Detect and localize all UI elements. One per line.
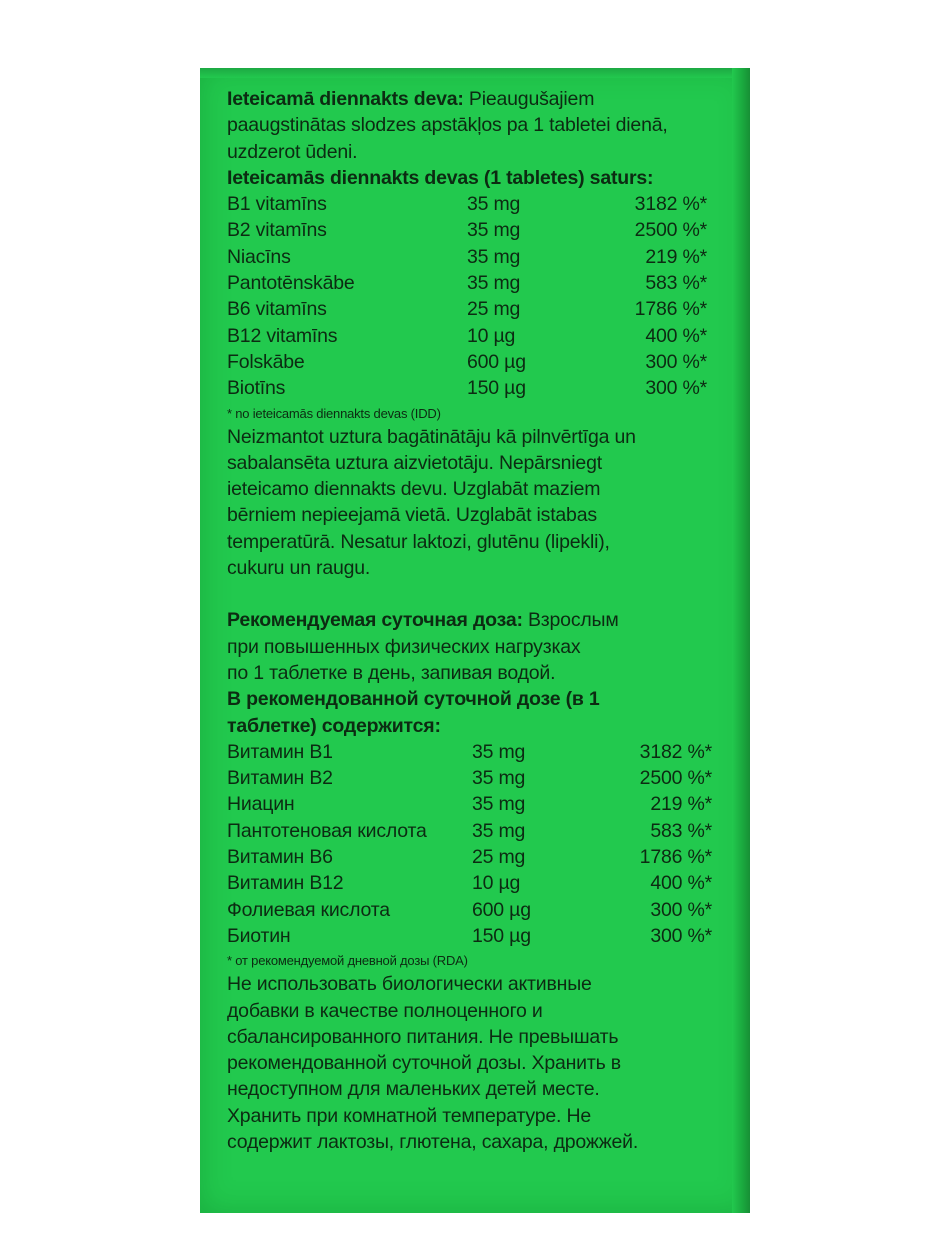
ru-footnote: * от рекомендуемой дневной дозы (RDA): [227, 953, 468, 969]
table-row: Биотин 150 µg 300 %*: [227, 924, 712, 947]
ru-nutrient-table: [227, 739, 737, 949]
lv-dose-label: Ieteicamā diennakts deva:: [227, 88, 464, 110]
lv-dose-line-1: Ieteicamā diennakts deva: Pieaugušajiem: [227, 88, 595, 110]
ru-dose-line-2: при повышенных физических нагрузках: [227, 635, 581, 658]
table-row: Витамин В1 35 mg 3182 %*: [227, 740, 712, 763]
table-row: Biotīns 150 µg 300 %*: [227, 377, 707, 400]
table-row: Niacīns 35 mg 219 %*: [227, 245, 707, 268]
lv-dose-line-2: paaugstinātas slodzes apstākļos pa 1 tabletei dienā,: [227, 114, 668, 137]
table-row: B1 vitamīns 35 mg 3182 %*: [227, 193, 707, 216]
ru-content-heading: В рекомендованной суточной дозе (в 1 таблетке) содержится:: [227, 688, 600, 737]
ru-dose-label: Рекомендуемая суточная доза:: [227, 609, 523, 632]
lv-content-heading: Ieteicamās diennakts devas (1 tabletes) saturs:: [227, 166, 654, 189]
latvian-section: [227, 86, 737, 581]
lv-footnote: * no ieteicamās diennakts devas (IDD): [227, 405, 441, 421]
ru-dose-line-3: по 1 таблетке в день, запивая водой.: [227, 661, 556, 684]
lv-nutrient-table: [227, 191, 737, 401]
lv-warning-paragraph: Neizmantot uztura bagātinātāju kā pilnvērtīga un sabalansēta uztura aizvietotāju. Nepārsniegt ieteicamo diennakts devu. Uzglabāt maziem bērniem nepieejamā vietā. Uzglabāt istabas temperatūrā. Nesatur laktozi, glutēnu (lipekli), cukuru un raugu.: [227, 425, 636, 580]
table-row: B12 vitamīns 10 µg 400 %*: [227, 324, 707, 347]
table-row: Витамин В6 25 mg 1786 %*: [227, 846, 712, 869]
ru-dose-paragraph: [227, 607, 737, 686]
label-text: [227, 86, 737, 1155]
table-row: Фолиевая кислота 600 µg 300 %*: [227, 898, 712, 921]
table-row: Витамин В12 10 µg 400 %*: [227, 872, 712, 895]
table-row: B2 vitamīns 35 mg 2500 %*: [227, 219, 707, 242]
table-row: Pantotēnskābe 35 mg 583 %*: [227, 272, 707, 295]
ru-warning-paragraph: Не использовать биологически активные добавки в качестве полноценного и сбалансированного питания. Не превышать рекомендованной суточной дозы. Хранить в недоступном для маленьких детей месте. Хранить при комнатной температуре. Не содержит лактозы, глютена, сахара, дрожжей.: [227, 973, 639, 1153]
table-row: Пантотеновая кислота 35 mg 583 %*: [227, 819, 712, 842]
table-row: B6 vitamīns 25 mg 1786 %*: [227, 298, 707, 321]
ru-dose-line-1: Рекомендуемая суточная доза: Взрослым: [227, 609, 619, 632]
table-row: Витамин В2 35 mg 2500 %*: [227, 767, 712, 790]
lv-dose-paragraph: [227, 86, 737, 165]
lv-dose-line-3: uzdzerot ūdeni.: [227, 140, 358, 163]
russian-section: [227, 607, 737, 1155]
section-gap: [227, 581, 737, 607]
table-row: Folskābe 600 µg 300 %*: [227, 350, 707, 373]
package-side-panel: [200, 68, 750, 1213]
table-row: Ниацин 35 mg 219 %*: [227, 793, 712, 816]
package-top-edge: [200, 68, 750, 78]
